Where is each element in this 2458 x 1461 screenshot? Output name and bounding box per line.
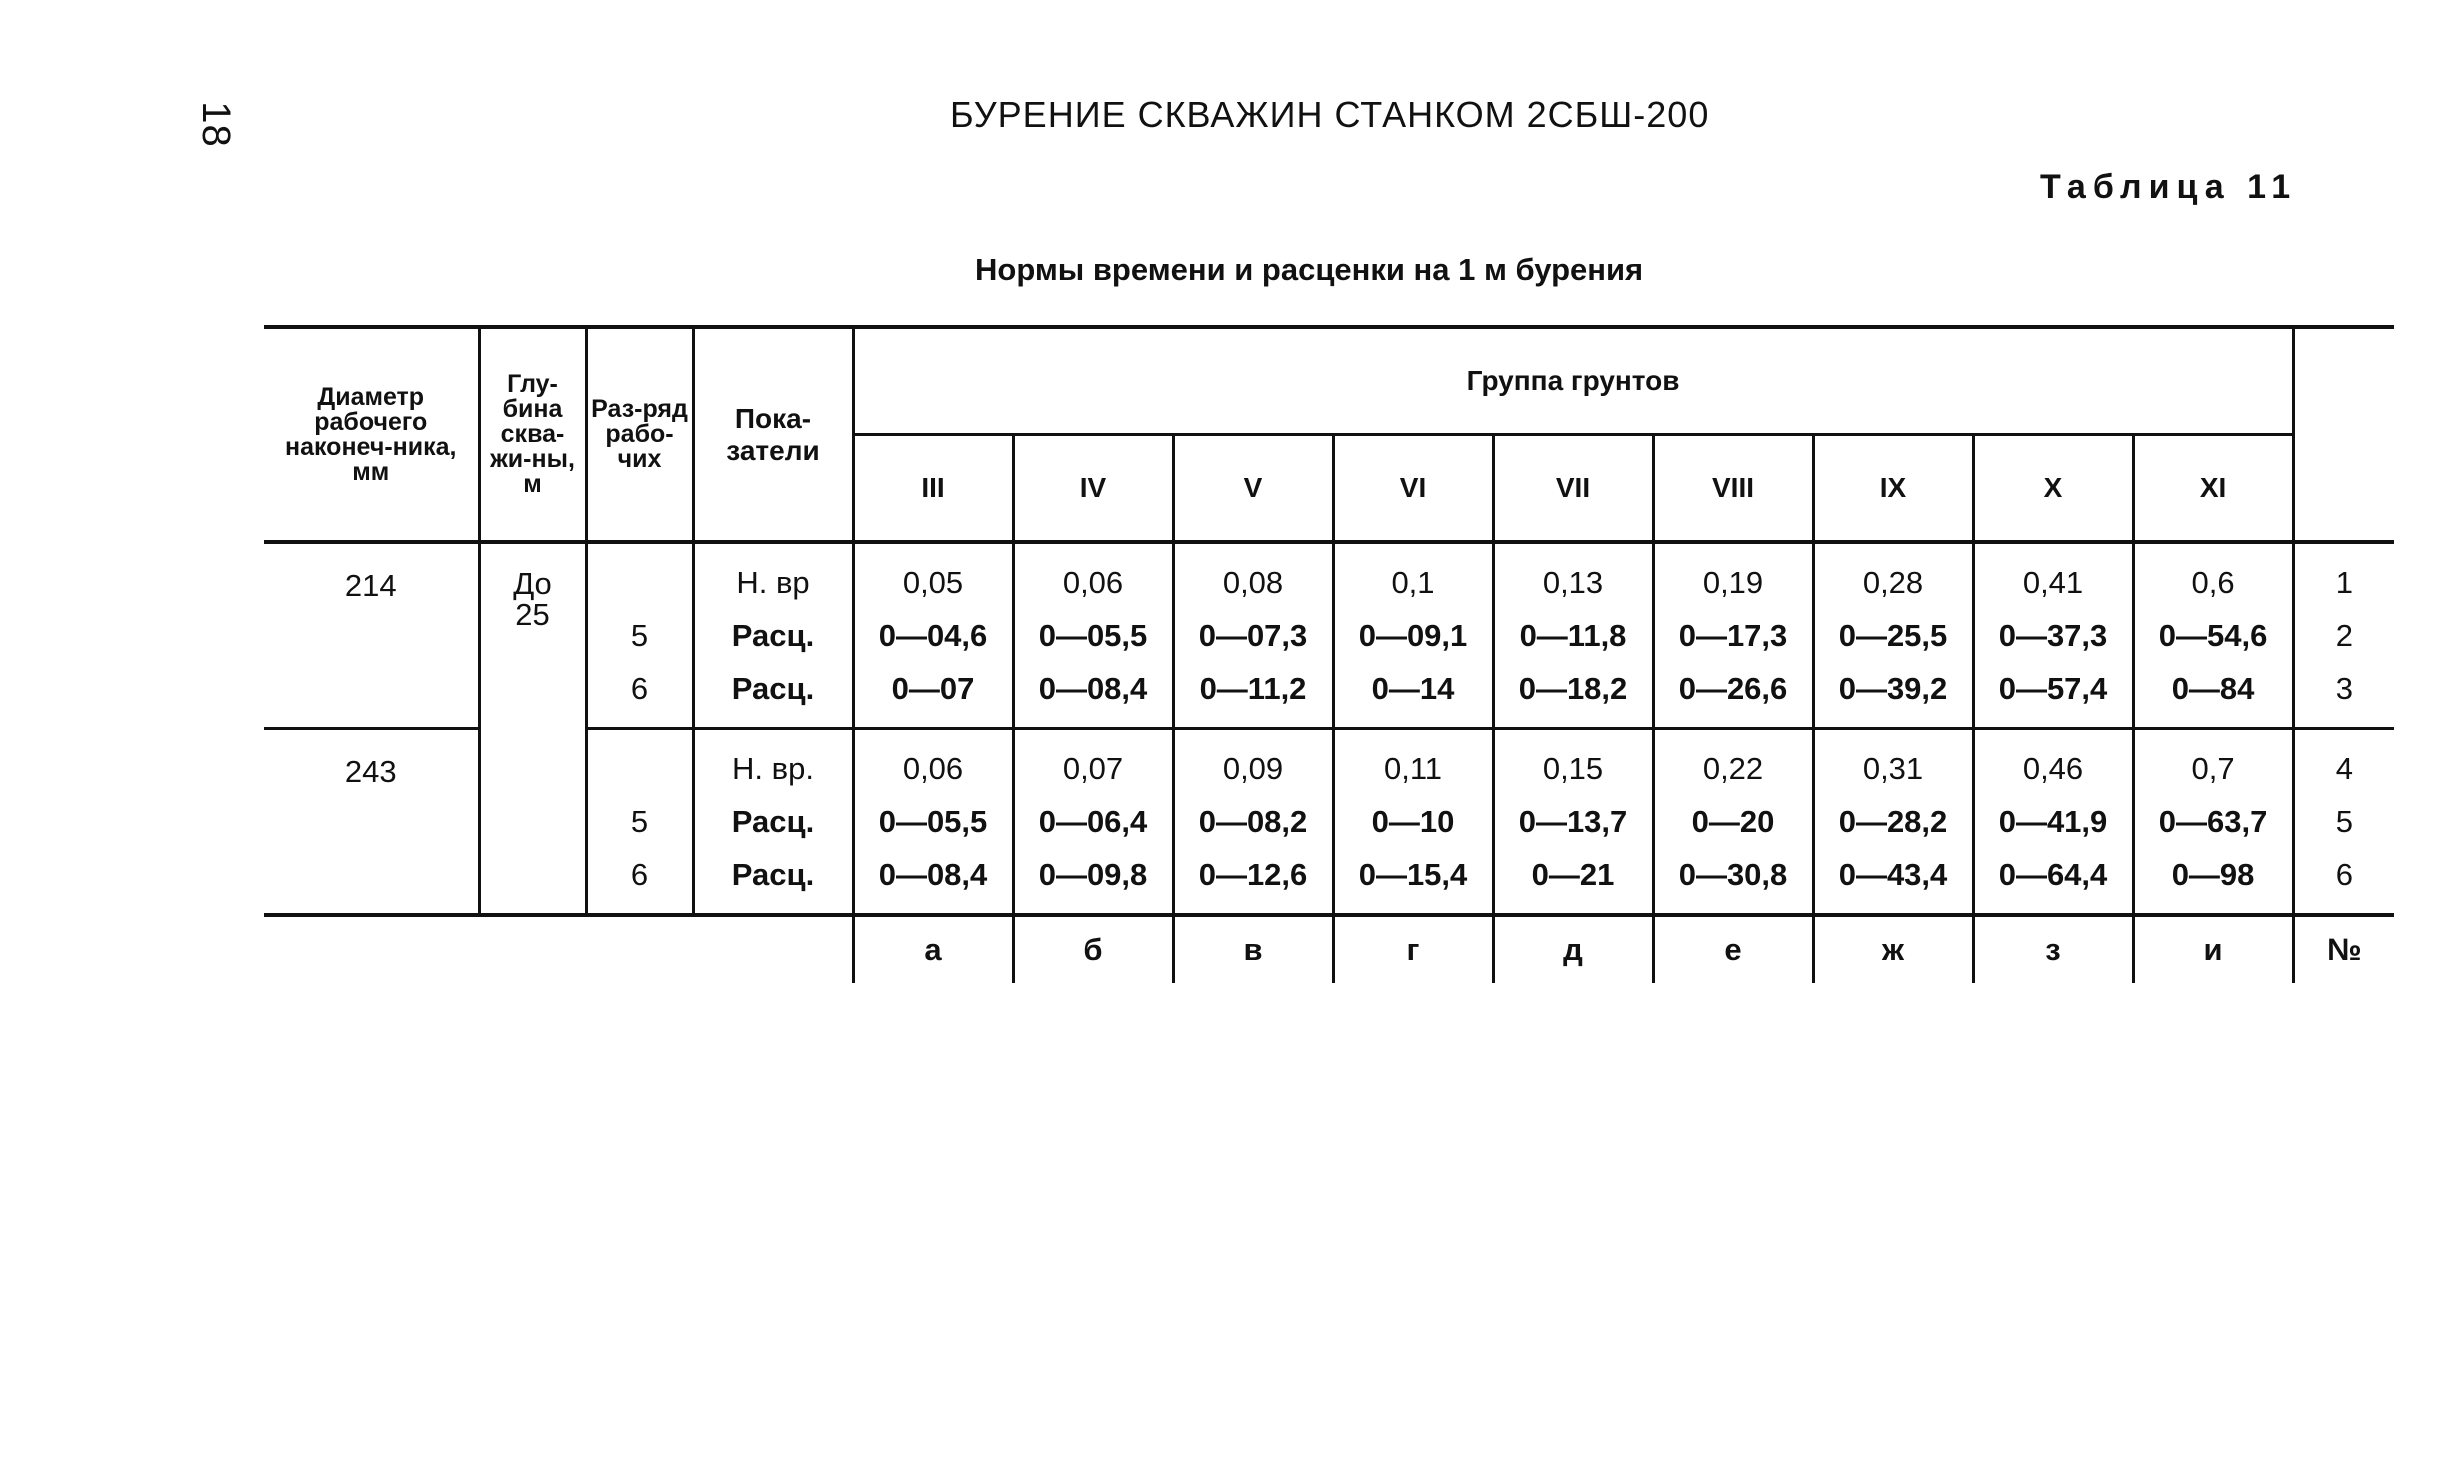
footer-letter-cell: г — [1333, 915, 1493, 983]
column-header-diameter: Диаметр рабочего наконеч-ника, мм — [264, 327, 479, 542]
footer-letter-cell: з — [1973, 915, 2133, 983]
indicator-cell: Расц. — [693, 848, 853, 915]
group-header-cell: VI — [1333, 435, 1493, 543]
column-header-indicators: Пока-затели — [693, 327, 853, 542]
row-number-cell: 4 — [2293, 729, 2394, 796]
value-cell: 0,19 — [1653, 542, 1813, 609]
column-header-depth: Глу-бина сква-жи-ны, м — [479, 327, 586, 542]
diameter-cell: 243 — [264, 729, 479, 916]
value-cell: 0,46 — [1973, 729, 2133, 796]
norms-table — [264, 325, 2394, 983]
value-cell: 0—06,4 — [1013, 795, 1173, 848]
value-cell: 0—09,8 — [1013, 848, 1173, 915]
value-cell: 0—11,2 — [1173, 662, 1333, 729]
row-number-cell: 5 — [2293, 795, 2394, 848]
value-cell: 0—07 — [853, 662, 1013, 729]
rank-cell: 5 — [586, 609, 693, 662]
value-cell: 0—21 — [1493, 848, 1653, 915]
footer-blank — [693, 915, 853, 983]
value-cell: 0—12,6 — [1173, 848, 1333, 915]
footer-letter-cell: и — [2133, 915, 2293, 983]
footer-blank — [264, 915, 479, 983]
depth-cell — [479, 542, 586, 915]
group-header-cell: X — [1973, 435, 2133, 543]
value-cell: 0—64,4 — [1973, 848, 2133, 915]
table-row — [264, 542, 2394, 609]
value-cell: 0,6 — [2133, 542, 2293, 609]
value-cell: 0,09 — [1173, 729, 1333, 796]
rank-cell: 6 — [586, 662, 693, 729]
value-cell: 0—25,5 — [1813, 609, 1973, 662]
value-cell: 0,22 — [1653, 729, 1813, 796]
footer-blank — [586, 915, 693, 983]
indicator-cell: Н. вр. — [693, 729, 853, 796]
row-number-cell: 2 — [2293, 609, 2394, 662]
value-cell: 0,05 — [853, 542, 1013, 609]
table-caption: Нормы времени и расценки на 1 м бурения — [975, 252, 1644, 287]
row-number-cell: 1 — [2293, 542, 2394, 609]
value-cell: 0—17,3 — [1653, 609, 1813, 662]
value-cell: 0—20 — [1653, 795, 1813, 848]
footer-letter-cell: е — [1653, 915, 1813, 983]
footer-letter-cell: ж — [1813, 915, 1973, 983]
group-header-cell: IV — [1013, 435, 1173, 543]
group-header-cell: V — [1173, 435, 1333, 543]
rank-cell: 6 — [586, 848, 693, 915]
value-cell: 0—09,1 — [1333, 609, 1493, 662]
value-cell: 0—26,6 — [1653, 662, 1813, 729]
table-label: Таблица 11 — [2040, 168, 2298, 206]
row-number-cell: 6 — [2293, 848, 2394, 915]
value-cell: 0—11,8 — [1493, 609, 1653, 662]
value-cell: 0—37,3 — [1973, 609, 2133, 662]
value-cell: 0,06 — [1013, 542, 1173, 609]
value-cell: 0—54,6 — [2133, 609, 2293, 662]
value-cell: 0—05,5 — [1013, 609, 1173, 662]
value-cell: 0—39,2 — [1813, 662, 1973, 729]
footer-letter-cell: в — [1173, 915, 1333, 983]
value-cell: 0—43,4 — [1813, 848, 1973, 915]
value-cell: 0—30,8 — [1653, 848, 1813, 915]
rank-cell — [586, 729, 693, 796]
value-cell: 0,06 — [853, 729, 1013, 796]
value-cell: 0—98 — [2133, 848, 2293, 915]
value-cell: 0,1 — [1333, 542, 1493, 609]
value-cell: 0,28 — [1813, 542, 1973, 609]
footer-letter-cell: а — [853, 915, 1013, 983]
row-number-cell: 3 — [2293, 662, 2394, 729]
value-cell: 0—04,6 — [853, 609, 1013, 662]
value-cell: 0—08,2 — [1173, 795, 1333, 848]
value-cell: 0—07,3 — [1173, 609, 1333, 662]
value-cell: 0—08,4 — [1013, 662, 1173, 729]
footer-letter-cell: б — [1013, 915, 1173, 983]
value-cell: 0—57,4 — [1973, 662, 2133, 729]
footer-letter-cell: д — [1493, 915, 1653, 983]
footer-number-sign: № — [2293, 915, 2394, 983]
value-cell: 0,31 — [1813, 729, 1973, 796]
value-cell: 0—10 — [1333, 795, 1493, 848]
indicator-cell: Н. вр — [693, 542, 853, 609]
page-number: 18 — [193, 101, 238, 148]
value-cell: 0,08 — [1173, 542, 1333, 609]
value-cell: 0—84 — [2133, 662, 2293, 729]
value-cell: 0—14 — [1333, 662, 1493, 729]
value-cell: 0,15 — [1493, 729, 1653, 796]
value-cell: 0,13 — [1493, 542, 1653, 609]
group-header-cell: IX — [1813, 435, 1973, 543]
value-cell: 0—28,2 — [1813, 795, 1973, 848]
group-header-cell: VIII — [1653, 435, 1813, 543]
depth-value: До 25 — [513, 566, 552, 632]
indicator-cell: Расц. — [693, 662, 853, 729]
value-cell: 0,11 — [1333, 729, 1493, 796]
value-cell: 0—08,4 — [853, 848, 1013, 915]
value-cell: 0—41,9 — [1973, 795, 2133, 848]
value-cell: 0—13,7 — [1493, 795, 1653, 848]
indicator-cell: Расц. — [693, 795, 853, 848]
group-header-cell: XI — [2133, 435, 2293, 543]
column-header-row-number — [2293, 327, 2394, 542]
footer-blank — [479, 915, 586, 983]
value-cell: 0,07 — [1013, 729, 1173, 796]
group-header-cell: VII — [1493, 435, 1653, 543]
column-header-soil-group: Группа грунтов — [853, 327, 2293, 435]
rank-cell — [586, 542, 693, 609]
page-header-title: БУРЕНИЕ СКВАЖИН СТАНКОМ 2СБШ-200 — [950, 94, 1710, 135]
diameter-cell: 214 — [264, 542, 479, 729]
indicator-cell: Расц. — [693, 609, 853, 662]
value-cell: 0,41 — [1973, 542, 2133, 609]
rank-cell: 5 — [586, 795, 693, 848]
value-cell: 0,7 — [2133, 729, 2293, 796]
value-cell: 0—18,2 — [1493, 662, 1653, 729]
value-cell: 0—15,4 — [1333, 848, 1493, 915]
value-cell: 0—63,7 — [2133, 795, 2293, 848]
group-header-cell: III — [853, 435, 1013, 543]
value-cell: 0—05,5 — [853, 795, 1013, 848]
column-header-rank: Раз-ряд рабо-чих — [586, 327, 693, 542]
